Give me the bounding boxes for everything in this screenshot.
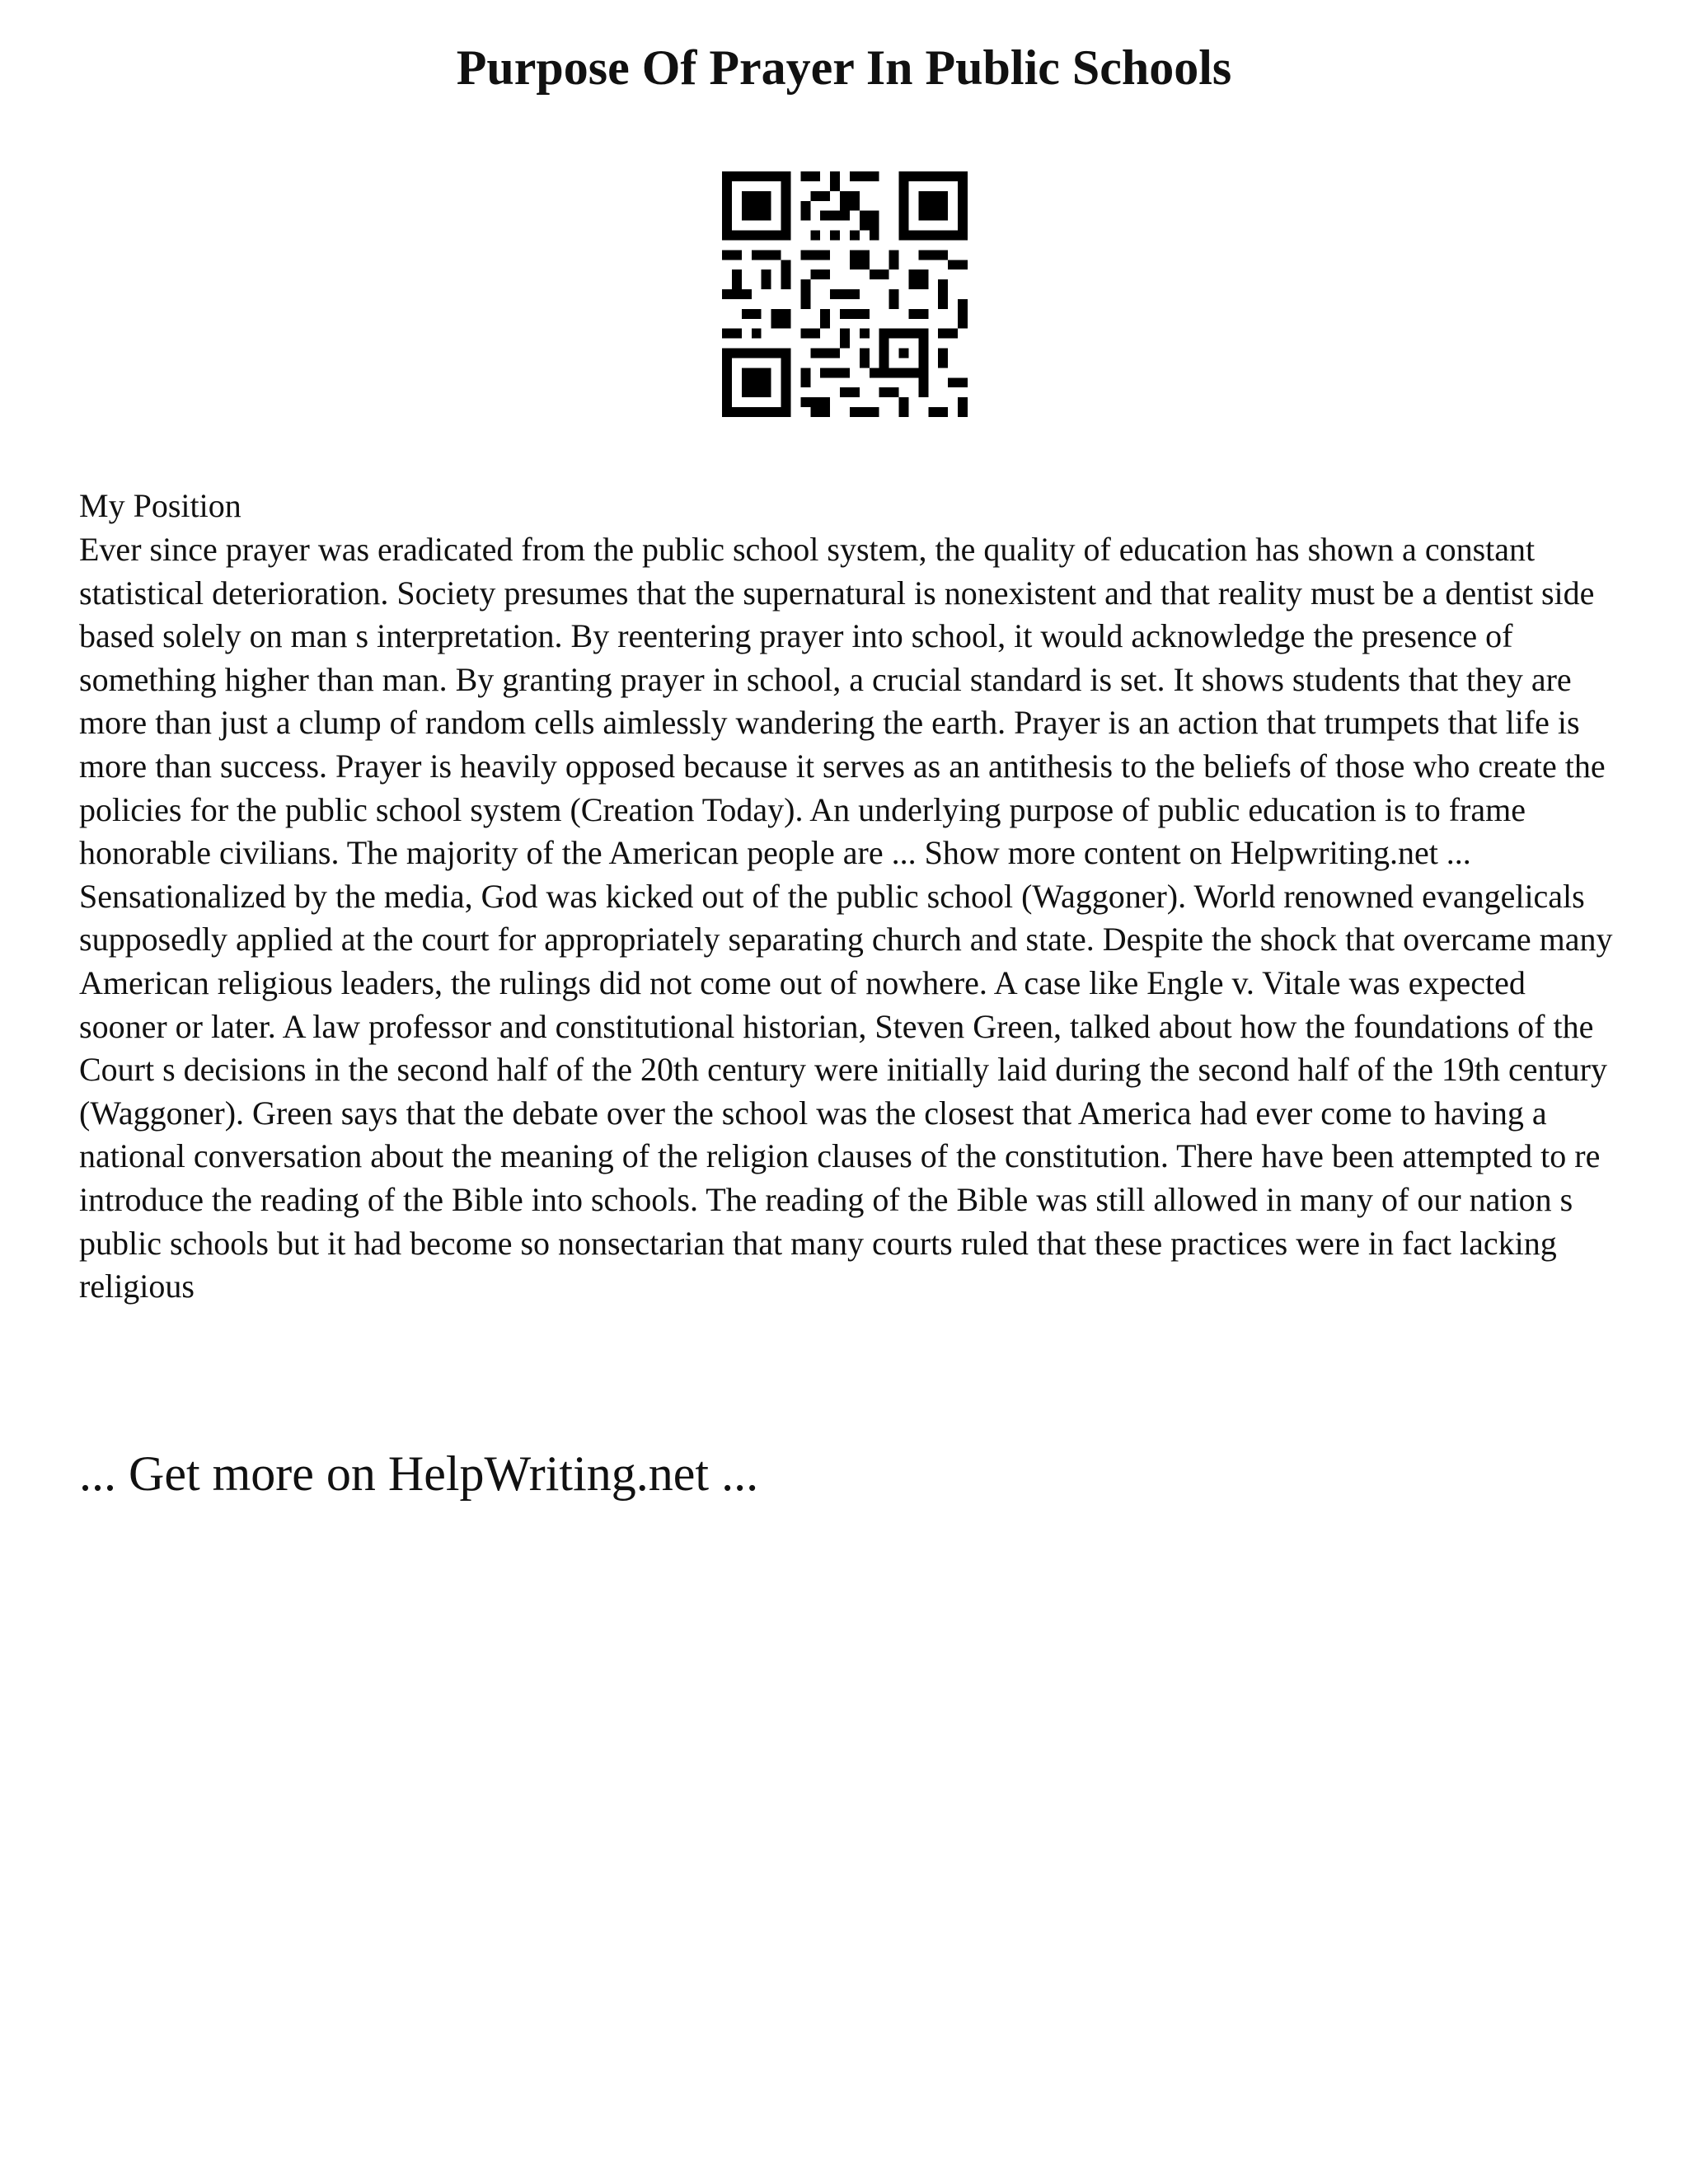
qr-code xyxy=(722,171,968,417)
section-label: My Position xyxy=(79,487,241,524)
page-title: Purpose Of Prayer In Public Schools xyxy=(456,40,1232,95)
qr-code-icon xyxy=(722,171,968,417)
body-paragraph: Ever since prayer was eradicated from the public school system, the quality of education has shown a constant statistical deterioration. Society presumes that the supernatural is nonexistent and that reality must be a dentist side based solely on man s interpretation. By reentering prayer into school, it would acknowledge the presence of something higher than man. By granting prayer in school, a crucial standard is set. It shows students that they are more than just a clump of random cells aimlessly wandering the earth. Prayer is an action that trumpets that life is more than success. Prayer is heavily opposed because it serves as an antithesis to the beliefs of those who create the policies for the public school system (Creation Today). An underlying purpose of public education is to frame honorable civilians. The majority of the American people are ... Show more content on Helpwriting.net ... Sensationalized by the media, God was kicked out of the public school (Waggoner). World renowned evangelicals supposedly applied at the court for appropriately separating church and state. Despite the shock that overcame many American religious leaders, the rulings did not come out of nowhere. A case like Engle v. Vitale was expected sooner or later. A law professor and constitutional historian, Steven Green, talked about how the foundations of the Court s decisions in the second half of the 20th century were initially laid during the second half of the 19th century (Waggoner). Green says that the debate over the school was the closest that America had ever come to having a national conversation about the meaning of the religion clauses of the constitution. There have been attempted to re introduce the reading of the Bible into schools. The reading of the Bible was still allowed in many of our nation s public schools but it had become so nonsectarian that many courts ruled that these practices were in fact lacking religious xyxy=(79,531,1613,1305)
get-more-link[interactable]: ... Get more on HelpWriting.net ... xyxy=(79,1446,759,1501)
